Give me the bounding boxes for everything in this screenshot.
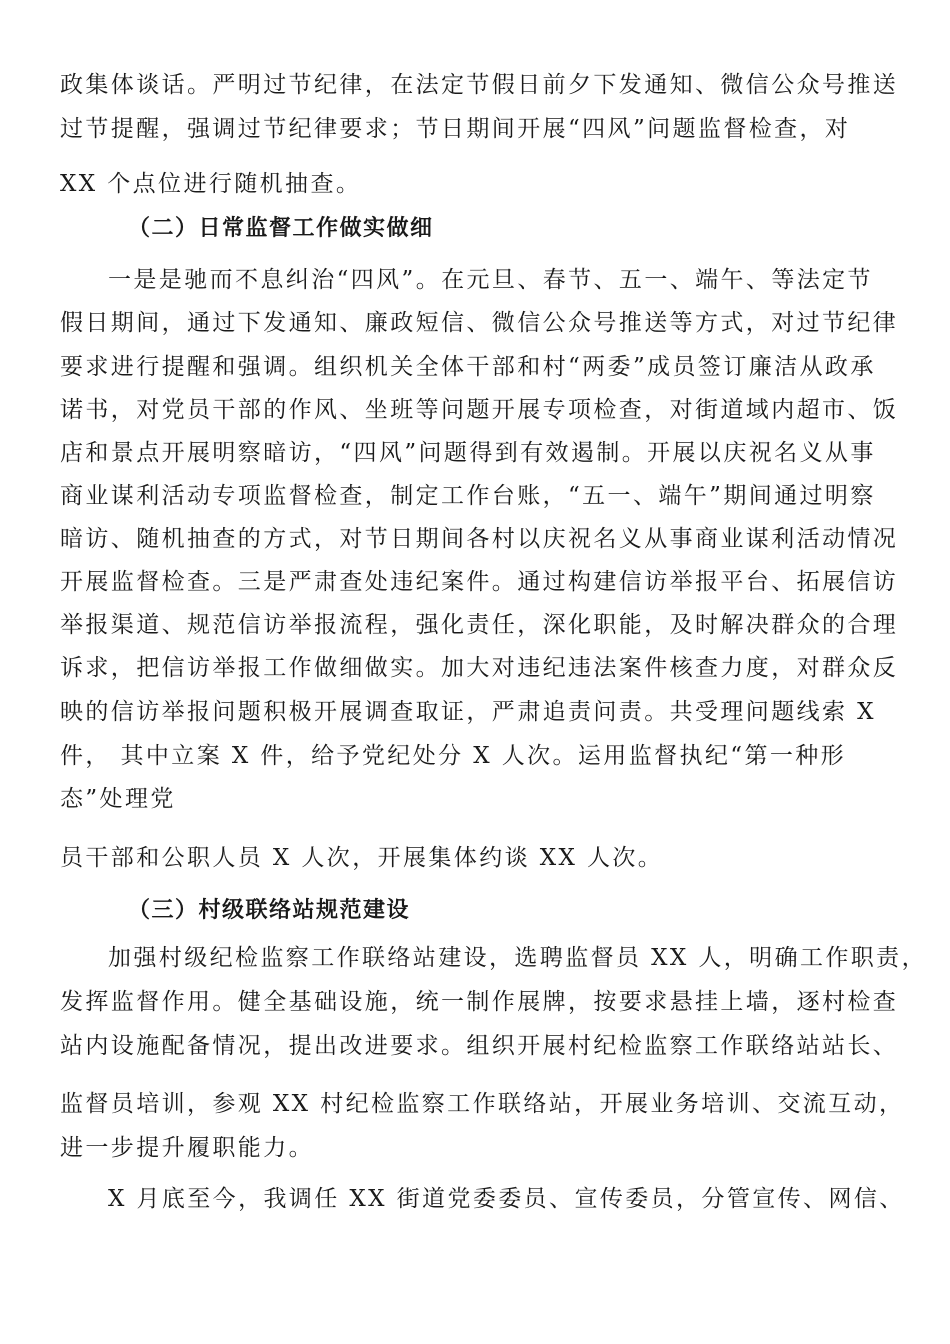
text-line: XX 个点位进行随机抽查。 [60, 171, 362, 197]
text-line: 过节提醒，强调过节纪律要求；节日期间开展“四风”问题监督检查，对 [60, 116, 851, 142]
text-line: 暗访、随机抽查的方式，对节日期间各村以庆祝名义从事商业谋利活动情况 [60, 526, 899, 552]
paragraph-start: 一是是驰而不息纠治“四风”。在元旦、春节、五一、端午、等法定节 [108, 267, 873, 293]
text-line: 发挥监督作用。健全基础设施，统一制作展牌，按要求悬挂上墙，逐村检查 [60, 989, 899, 1015]
text-line: 进一步提升履职能力。 [60, 1135, 314, 1161]
text-line: 态”处理党 [60, 786, 176, 812]
section-heading-3: （三）村级联络站规范建设 [128, 898, 411, 923]
text-line: 监督员培训，参观 XX 村纪检监察工作联络站，开展业务培训、交流互动， [60, 1091, 905, 1117]
paragraph-start: 加强村级纪检监察工作联络站建设，选聘监督员 XX 人，明确工作职责， [108, 945, 927, 971]
text-line: 诉求，把信访举报工作做细做实。加大对违纪违法案件核查力度，对群众反 [60, 655, 899, 681]
text-line: 政集体谈话。严明过节纪律，在法定节假日前夕下发通知、微信公众号推送 [60, 72, 899, 98]
text-line: 假日期间，通过下发通知、廉政短信、微信公众号推送等方式，对过节纪律 [60, 310, 899, 336]
text-line: 要求进行提醒和强调。组织机关全体干部和村“两委”成员签订廉洁从政承 [60, 354, 876, 380]
paragraph-start: X 月底至今，我调任 XX 街道党委委员、宣传委员，分管宣传、网信、 [108, 1186, 905, 1212]
text-line: 举报渠道、规范信访举报流程，强化责任，深化职能，及时解决群众的合理 [60, 612, 899, 638]
text-line: 站内设施配备情况，提出改进要求。组织开展村纪检监察工作联络站站长、 [60, 1033, 899, 1059]
text-line: 件， 其中立案 X 件，给予党纪处分 X 人次。运用监督执纪“第一种形 [60, 743, 847, 769]
text-line: 员干部和公职人员 X 人次，开展集体约谈 XX 人次。 [60, 845, 664, 871]
section-heading-2: （二）日常监督工作做实做细 [128, 216, 434, 241]
text-line: 商业谋利活动专项监督检查，制定工作台账，“五一、端午”期间通过明察 [60, 483, 876, 509]
text-line: 诺书，对党员干部的作风、坐班等问题开展专项检查，对街道域内超市、饭 [60, 397, 899, 423]
text-line: 店和景点开展明察暗访，“四风”问题得到有效遏制。开展以庆祝名义从事 [60, 440, 876, 466]
text-line: 开展监督检查。三是严肃查处违纪案件。通过构建信访举报平台、拓展信访 [60, 569, 899, 595]
text-line: 映的信访举报问题积极开展调查取证，严肃追责问责。共受理问题线索 X [60, 699, 876, 725]
